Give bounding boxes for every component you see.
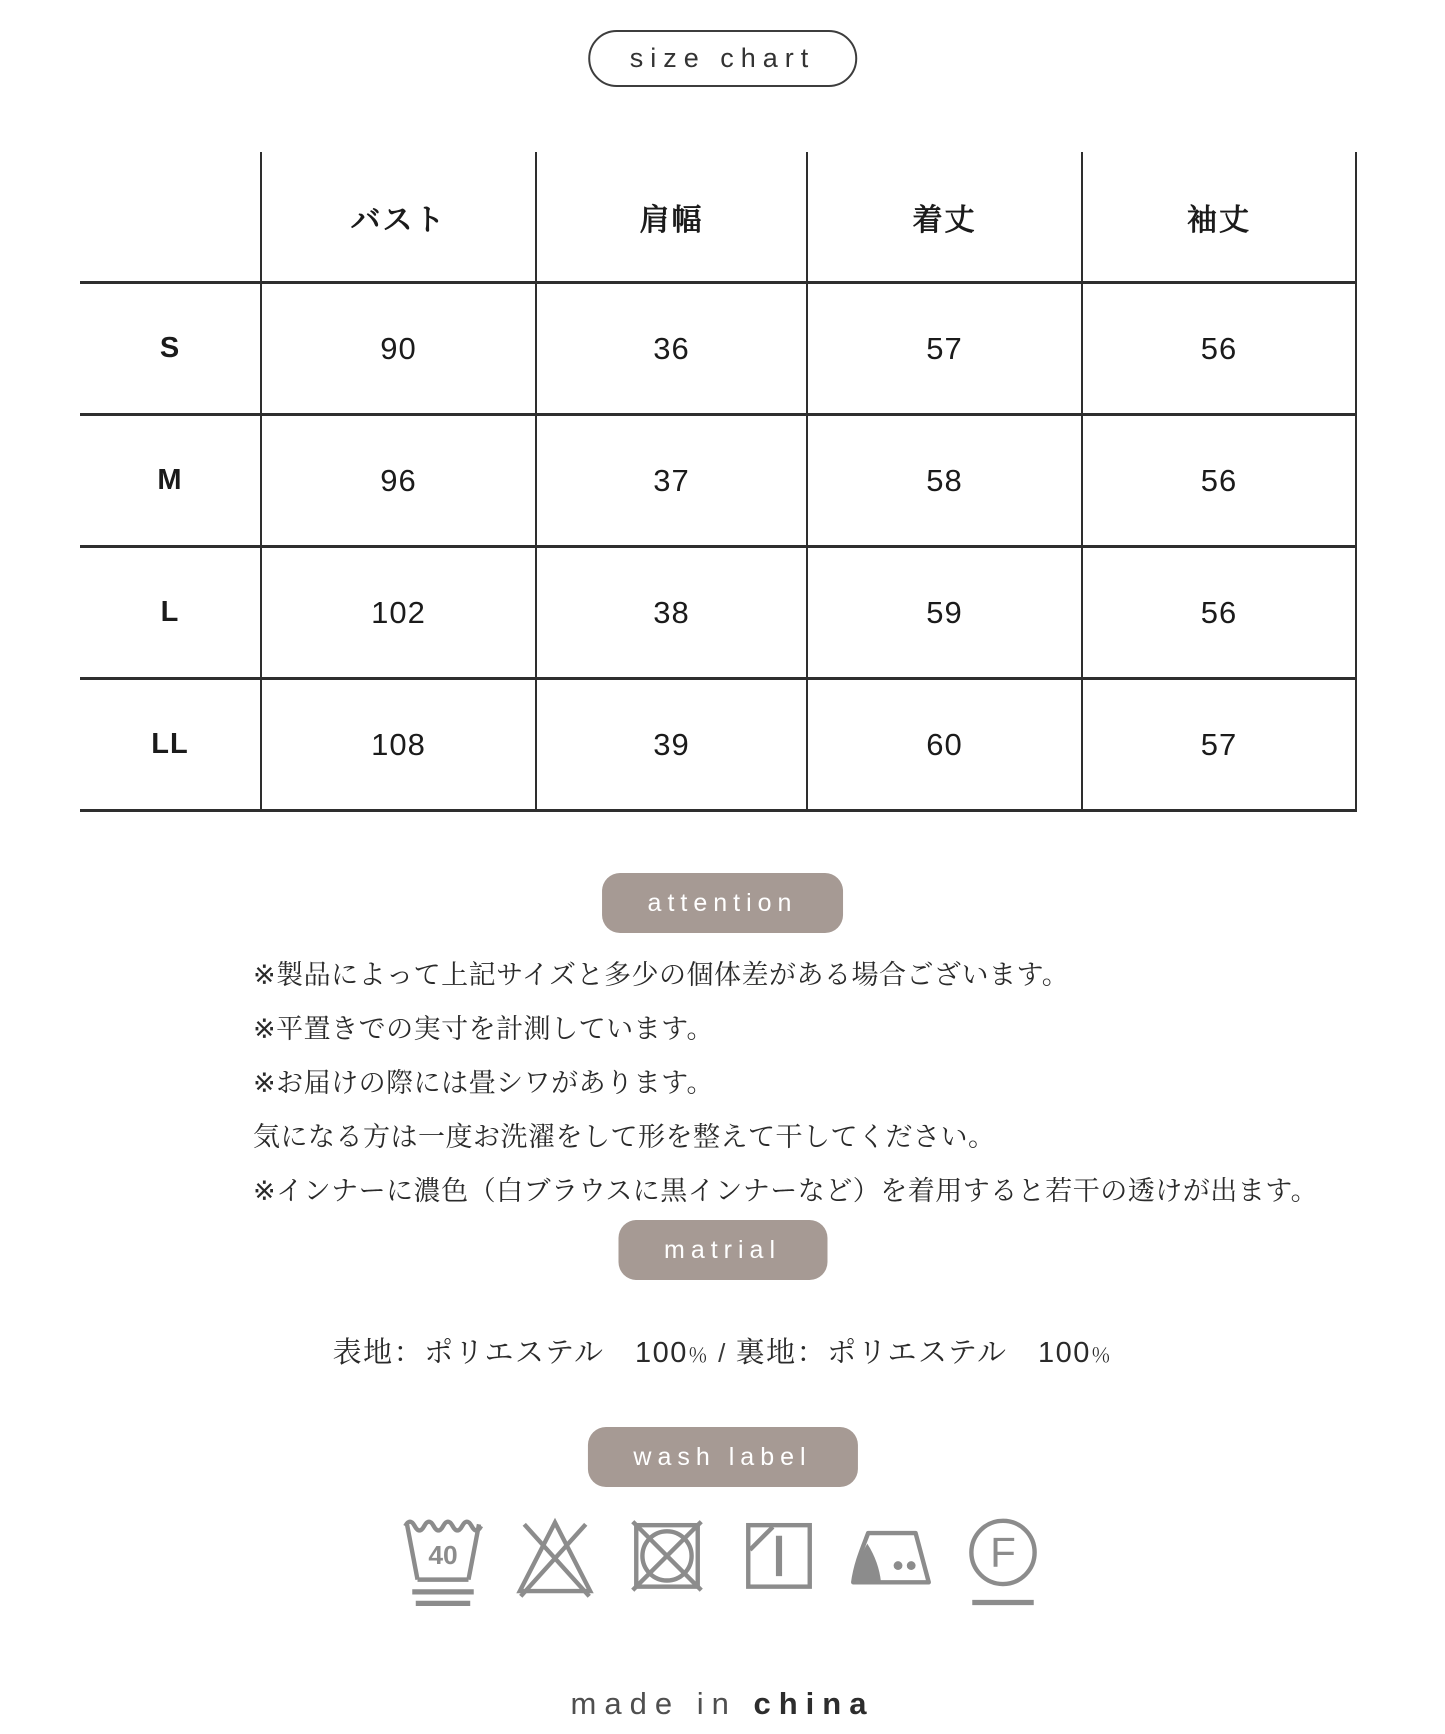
col-header-bust: バスト	[262, 152, 537, 284]
attention-notes	[253, 948, 1373, 1218]
iron-medium-icon	[847, 1512, 935, 1613]
col-header-length: 着丈	[808, 152, 1083, 284]
measurement-cell: 96	[262, 416, 537, 548]
material-front-percent: ％	[687, 1345, 710, 1367]
attention-note: ※製品によって上記サイズと多少の個体差がある場合ございます。	[253, 960, 1070, 990]
measurement-cell: 59	[808, 548, 1083, 680]
table-corner-cell	[80, 152, 262, 284]
dry-clean-letter: F	[989, 1528, 1016, 1576]
measurement-cell: 38	[537, 548, 808, 680]
country-text: china	[753, 1686, 875, 1721]
size-table	[80, 152, 1357, 812]
material-back-label: 裏地：ポリエステル 100	[735, 1337, 1091, 1369]
wash-label-badge	[587, 1427, 857, 1487]
material-separator: /	[709, 1338, 736, 1368]
measurement-cell: 39	[537, 680, 808, 812]
measurement-cell: 36	[537, 284, 808, 416]
wash-40-icon	[399, 1512, 487, 1613]
row-label-s: S	[80, 284, 262, 416]
material-back-percent: ％	[1090, 1345, 1113, 1367]
size-chart-title-pill	[588, 30, 858, 87]
measurement-cell: 108	[262, 680, 537, 812]
material-badge	[618, 1220, 827, 1280]
do-not-bleach-icon	[511, 1512, 599, 1613]
material-text	[0, 1330, 1445, 1371]
row-label-m: M	[80, 416, 262, 548]
measurement-cell: 56	[1083, 416, 1357, 548]
wash-care-icons-row	[0, 1512, 1445, 1613]
attention-note: ※お届けの際には畳シワがあります。	[253, 1068, 714, 1098]
row-label-ll: LL	[80, 680, 262, 812]
measurement-cell: 56	[1083, 284, 1357, 416]
attention-badge-label: attention	[647, 888, 798, 917]
measurement-cell: 102	[262, 548, 537, 680]
dry-clean-f-icon	[959, 1512, 1047, 1613]
made-in-text: made in	[570, 1686, 737, 1721]
wash-temp-label: 40	[427, 1539, 458, 1570]
size-chart-title-label: size chart	[629, 43, 816, 73]
do-not-tumble-dry-icon	[623, 1512, 711, 1613]
material-front-label: 表地：ポリエステル 100	[332, 1337, 688, 1369]
measurement-cell: 57	[808, 284, 1083, 416]
col-header-shoulder: 肩幅	[537, 152, 808, 284]
made-in-china-label	[0, 1686, 1445, 1722]
attention-note: ※インナーに濃色（白ブラウスに黒インナーなど）を着用すると若干の透けが出ます。	[253, 1176, 1319, 1206]
attention-badge	[602, 873, 844, 933]
attention-note: 気になる方は一度お洗濯をして形を整えて干してください。	[253, 1122, 996, 1152]
measurement-cell: 90	[262, 284, 537, 416]
row-label-l: L	[80, 548, 262, 680]
wash-label-badge-label: wash label	[633, 1442, 812, 1471]
material-badge-label: matrial	[663, 1235, 782, 1264]
measurement-cell: 57	[1083, 680, 1357, 812]
attention-note: ※平置きでの実寸を計測しています。	[253, 1014, 714, 1044]
line-dry-shade-icon	[735, 1512, 823, 1613]
measurement-cell: 58	[808, 416, 1083, 548]
measurement-cell: 37	[537, 416, 808, 548]
measurement-cell: 56	[1083, 548, 1357, 680]
measurement-cell: 60	[808, 680, 1083, 812]
col-header-sleeve: 袖丈	[1083, 152, 1357, 284]
